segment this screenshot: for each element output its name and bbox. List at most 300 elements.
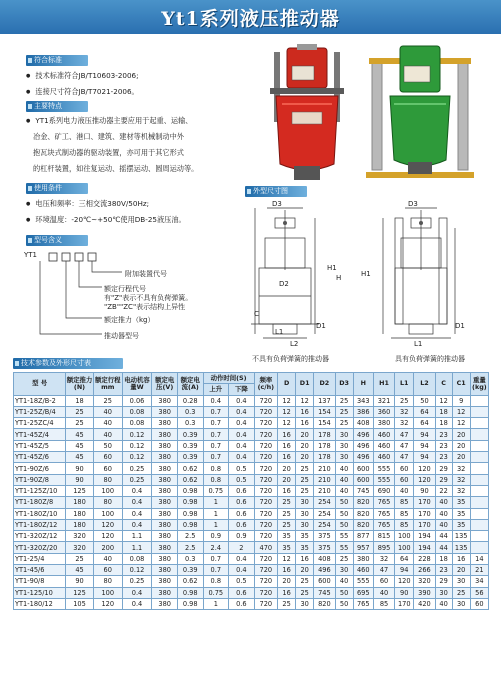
table-cell: 380	[152, 395, 178, 406]
table-cell: 30	[335, 429, 353, 440]
table-cell: 555	[353, 576, 373, 587]
table-cell: 20	[278, 576, 296, 587]
th-thrust: 额定推力(N)	[66, 373, 94, 396]
table-cell: 420	[414, 598, 435, 609]
table-cell: 30	[452, 576, 470, 587]
code-label-nospring: 有"Z"表示不具有负荷弹簧。	[104, 294, 193, 302]
table-row	[14, 576, 489, 587]
table-cell: 25	[66, 406, 94, 417]
table-cell: 820	[314, 598, 335, 609]
table-cell: 16	[278, 565, 296, 576]
table-cell: 765	[373, 497, 394, 508]
th-h1: H1	[373, 373, 394, 396]
table-cell: 720	[254, 429, 277, 440]
table-cell: 12	[278, 553, 296, 564]
table-cell: 120	[414, 463, 435, 474]
section-tag-table: 技术参数及外形尺寸表	[13, 358, 123, 369]
green-actuator-photo	[364, 44, 476, 186]
table-cell: 0.4	[229, 553, 255, 564]
dim-label-l1-right: L1	[414, 340, 423, 348]
table-cell: 20	[296, 429, 314, 440]
table-cell: 16	[296, 553, 314, 564]
table-cell: 496	[314, 565, 335, 576]
table-cell: 0.98	[177, 508, 203, 519]
table-cell: 120	[395, 576, 414, 587]
table-cell: 25	[296, 485, 314, 496]
table-cell: 0.75	[203, 485, 229, 496]
table-cell: 34	[470, 576, 488, 587]
dim-label-h1-right: H1	[361, 270, 371, 278]
feature-line-1: ● YT1系列电力液压推动器主要应用于起重、运输、	[26, 116, 192, 126]
model-cell: YT1-45Z/6	[14, 452, 66, 463]
table-cell: 0.06	[122, 395, 152, 406]
table-cell: 40	[435, 497, 452, 508]
table-cell: 22	[435, 485, 452, 496]
table-cell: 1	[203, 519, 229, 530]
table-cell: 25	[335, 553, 353, 564]
table-cell: 720	[254, 587, 277, 598]
table-cell: 60	[93, 452, 122, 463]
table-cell: 25	[335, 406, 353, 417]
table-row	[14, 485, 489, 496]
table-cell: 125	[66, 587, 94, 598]
table-cell: 16	[452, 553, 470, 564]
table-cell: 720	[254, 418, 277, 429]
table-cell: 690	[373, 485, 394, 496]
table-cell: 29	[435, 463, 452, 474]
table-cell: 0.3	[177, 406, 203, 417]
table-cell: 94	[395, 565, 414, 576]
table-cell: 60	[395, 463, 414, 474]
model-cell: YT1-320Z/12	[14, 531, 66, 542]
table-cell: 29	[435, 576, 452, 587]
table-cell: 380	[152, 531, 178, 542]
table-cell: 40	[93, 429, 122, 440]
table-cell: 0.4	[229, 406, 255, 417]
table-cell: 12	[278, 418, 296, 429]
table-cell: 0.08	[122, 553, 152, 564]
table-cell: 228	[414, 553, 435, 564]
table-cell: 0.4	[122, 485, 152, 496]
table-cell: 16	[278, 429, 296, 440]
table-cell: 30	[296, 519, 314, 530]
table-cell: 0.39	[177, 429, 203, 440]
table-cell: 0.4	[122, 508, 152, 519]
table-cell: 25	[335, 418, 353, 429]
table-cell: 137	[314, 395, 335, 406]
table-cell: 20	[296, 440, 314, 451]
table-cell: 20	[278, 474, 296, 485]
condition-line-2: ● 环境温度：-20℃~+50℃使用DB-25液压油。	[26, 215, 186, 225]
table-cell: 0.6	[229, 587, 255, 598]
table-row	[14, 542, 489, 553]
table-cell: 170	[414, 519, 435, 530]
table-cell: 2.5	[177, 531, 203, 542]
table-cell: 386	[353, 406, 373, 417]
table-cell	[470, 519, 488, 530]
table-cell: 120	[93, 531, 122, 542]
th-model: 型 号	[14, 373, 66, 396]
table-cell: 343	[353, 395, 373, 406]
model-cell: YT1-90Z/8	[14, 474, 66, 485]
th-weight: 重量(kg)	[470, 373, 488, 396]
table-cell: 12	[278, 406, 296, 417]
table-cell: 90	[66, 576, 94, 587]
table-cell: 0.5	[229, 576, 255, 587]
table-cell: 380	[152, 519, 178, 530]
table-cell: 720	[254, 508, 277, 519]
table-cell: 0.4	[203, 395, 229, 406]
table-cell: 80	[93, 474, 122, 485]
table-row	[14, 553, 489, 564]
table-cell: 765	[373, 508, 394, 519]
table-cell: 100	[93, 485, 122, 496]
table-cell: 35	[278, 542, 296, 553]
table-cell	[470, 463, 488, 474]
model-cell: YT1-320Z/20	[14, 542, 66, 553]
table-cell: 320	[66, 531, 94, 542]
caption-no-spring: 不具有负荷弹簧的推动器	[252, 355, 329, 363]
table-cell: 820	[353, 519, 373, 530]
table-cell: 90	[395, 587, 414, 598]
table-cell: 85	[395, 497, 414, 508]
condition-line-1: ● 电压和频率：三相交流380V/50Hz;	[26, 199, 149, 209]
table-cell: 25	[296, 463, 314, 474]
table-cell: 30	[296, 497, 314, 508]
dim-label-d1: D1	[316, 322, 326, 330]
table-cell: 0.98	[177, 598, 203, 609]
table-cell: 600	[353, 463, 373, 474]
dim-label-d3: D3	[272, 200, 282, 208]
table-cell: 40	[93, 418, 122, 429]
table-cell: 0.25	[122, 576, 152, 587]
table-cell: 60	[395, 474, 414, 485]
table-cell: 380	[152, 485, 178, 496]
table-cell: 895	[373, 542, 394, 553]
table-cell: 50	[335, 587, 353, 598]
table-cell: 877	[353, 531, 373, 542]
th-current: 额定电流(A)	[177, 373, 203, 396]
model-cell: YT1-180Z/12	[14, 519, 66, 530]
model-cell: YT1-125Z/10	[14, 485, 66, 496]
model-cell: YT1-90/8	[14, 576, 66, 587]
table-cell: 30	[335, 440, 353, 451]
table-cell: 1.1	[122, 531, 152, 542]
table-cell: 25	[296, 474, 314, 485]
table-cell: 820	[353, 508, 373, 519]
table-cell: 25	[395, 395, 414, 406]
table-cell: 180	[66, 497, 94, 508]
table-cell: 0.6	[229, 598, 255, 609]
table-cell	[470, 440, 488, 451]
th-down: 下降	[229, 384, 255, 395]
table-cell: 20	[452, 452, 470, 463]
table-cell: 105	[66, 598, 94, 609]
table-cell: 25	[335, 395, 353, 406]
th-motor: 电动机容量W	[122, 373, 152, 396]
table-cell: 40	[435, 519, 452, 530]
table-cell: 12	[452, 406, 470, 417]
table-cell: 0.6	[229, 485, 255, 496]
table-cell: 20	[278, 463, 296, 474]
table-cell: 45	[66, 565, 94, 576]
table-cell: 0.8	[203, 463, 229, 474]
table-cell: 25	[296, 576, 314, 587]
table-cell: 0.62	[177, 474, 203, 485]
table-cell: 380	[152, 565, 178, 576]
table-cell: 50	[335, 497, 353, 508]
section-tag-standard: 符合标准	[26, 55, 88, 66]
model-cell: YT1-25/4	[14, 553, 66, 564]
table-cell: 720	[254, 485, 277, 496]
table-row	[14, 429, 489, 440]
table-cell: 20	[296, 565, 314, 576]
table-cell: 0.39	[177, 565, 203, 576]
table-cell: 0.98	[177, 497, 203, 508]
table-cell: 55	[335, 542, 353, 553]
table-cell: 380	[373, 418, 394, 429]
model-cell: YT1-180Z/8	[14, 497, 66, 508]
table-cell: 170	[395, 598, 414, 609]
table-cell: 47	[395, 452, 414, 463]
table-cell: 40	[435, 598, 452, 609]
table-cell: 380	[152, 598, 178, 609]
table-cell: 375	[314, 542, 335, 553]
table-cell: 0.4	[229, 395, 255, 406]
table-cell: 0.4	[229, 452, 255, 463]
table-cell: 0.6	[229, 497, 255, 508]
table-cell: 1	[203, 598, 229, 609]
page-title: Yt1系列液压推动器	[161, 8, 340, 30]
table-cell: 90	[414, 485, 435, 496]
table-cell: 35	[296, 531, 314, 542]
table-cell: 720	[254, 531, 277, 542]
table-cell: 40	[93, 553, 122, 564]
table-cell: 120	[93, 519, 122, 530]
table-cell: 380	[152, 497, 178, 508]
table-cell: 0.25	[122, 474, 152, 485]
section-tag-conditions: 使用条件	[26, 183, 88, 194]
table-cell: 32	[373, 553, 394, 564]
table-cell: 194	[414, 531, 435, 542]
table-cell: 380	[353, 553, 373, 564]
table-cell: 0.7	[203, 452, 229, 463]
feature-line-2: 冶金、矿工、港口、建筑、建材等机械制动中外	[33, 132, 184, 141]
table-cell: 50	[93, 440, 122, 451]
table-cell: 85	[395, 519, 414, 530]
table-cell: 0.08	[122, 418, 152, 429]
table-cell: 1	[203, 508, 229, 519]
table-row	[14, 440, 489, 451]
table-cell: 100	[93, 508, 122, 519]
model-cell: YT1-180Z/10	[14, 508, 66, 519]
table-cell: 18	[435, 553, 452, 564]
table-cell: 0.4	[229, 565, 255, 576]
dim-label-l1: L1	[275, 328, 284, 336]
table-cell: 170	[414, 508, 435, 519]
table-cell: 720	[254, 553, 277, 564]
table-cell: 0.7	[203, 418, 229, 429]
table-cell: 40	[373, 587, 394, 598]
code-label-thrust: 额定推力（kg）	[104, 316, 155, 324]
table-cell: 16	[278, 587, 296, 598]
table-row	[14, 587, 489, 598]
table-cell: 460	[373, 452, 394, 463]
table-cell: 20	[296, 452, 314, 463]
model-cell: YT1-45Z/5	[14, 440, 66, 451]
table-row	[14, 452, 489, 463]
table-cell: 0.5	[229, 474, 255, 485]
table-cell: 408	[353, 418, 373, 429]
table-cell: 12	[278, 395, 296, 406]
table-cell: 40	[335, 463, 353, 474]
table-cell: 720	[254, 598, 277, 609]
model-cell: YT1-180/12	[14, 598, 66, 609]
table-cell: 0.3	[177, 418, 203, 429]
table-cell: 25	[66, 553, 94, 564]
table-cell: 40	[335, 485, 353, 496]
table-row	[14, 395, 489, 406]
table-cell: 0.3	[177, 553, 203, 564]
table-cell: 380	[152, 463, 178, 474]
table-cell: 16	[278, 485, 296, 496]
th-c: C	[435, 373, 452, 396]
table-cell: 0.4	[122, 598, 152, 609]
table-cell: 375	[314, 531, 335, 542]
table-cell: 745	[353, 485, 373, 496]
table-cell: 380	[152, 508, 178, 519]
table-cell: 120	[93, 598, 122, 609]
code-label-stroke: 额定行程代号	[104, 285, 146, 293]
table-cell: 20	[452, 440, 470, 451]
table-cell: 815	[373, 531, 394, 542]
table-cell: 25	[278, 508, 296, 519]
table-cell: 194	[414, 542, 435, 553]
table-cell: 64	[414, 418, 435, 429]
standard-line-2: ● 连接尺寸符合JB/T7021-2006。	[26, 87, 139, 97]
table-cell: 20	[452, 565, 470, 576]
table-cell: 720	[254, 474, 277, 485]
table-cell	[470, 429, 488, 440]
table-cell: 254	[314, 497, 335, 508]
table-cell: 30	[335, 565, 353, 576]
table-cell: 32	[452, 463, 470, 474]
table-cell: 695	[353, 587, 373, 598]
table-cell: 266	[414, 565, 435, 576]
table-cell: 496	[353, 440, 373, 451]
model-cell: YT1-25Z/B/4	[14, 406, 66, 417]
table-cell: 29	[435, 474, 452, 485]
table-cell: 0.7	[203, 553, 229, 564]
table-cell: 85	[395, 508, 414, 519]
table-cell	[470, 406, 488, 417]
table-row	[14, 531, 489, 542]
table-cell: 380	[152, 429, 178, 440]
dim-label-c: C	[254, 310, 259, 318]
th-h: H	[353, 373, 373, 396]
model-cell: YT1-18Z/B-2	[14, 395, 66, 406]
dim-label-h1: H1	[327, 264, 337, 272]
table-cell: 210	[314, 474, 335, 485]
table-cell: 0.98	[177, 587, 203, 598]
table-row	[14, 565, 489, 576]
table-cell: 44	[435, 542, 452, 553]
table-cell: 32	[452, 474, 470, 485]
table-cell: 50	[414, 395, 435, 406]
table-cell: 94	[414, 440, 435, 451]
model-cell: YT1-90Z/6	[14, 463, 66, 474]
table-cell: 470	[254, 542, 277, 553]
section-tag-model-code: 型号含义	[26, 235, 88, 246]
table-cell: 600	[353, 474, 373, 485]
table-cell: 720	[254, 497, 277, 508]
table-cell: 60	[93, 565, 122, 576]
table-cell: 25	[93, 395, 122, 406]
table-cell: 178	[314, 452, 335, 463]
th-c1: C1	[452, 373, 470, 396]
table-cell: 60	[470, 598, 488, 609]
table-cell: 30	[335, 452, 353, 463]
table-cell	[470, 474, 488, 485]
th-voltage: 额定电压(V)	[152, 373, 178, 396]
table-cell: 380	[152, 576, 178, 587]
table-cell: 600	[314, 576, 335, 587]
table-cell: 745	[314, 587, 335, 598]
table-cell: 720	[254, 452, 277, 463]
table-cell: 0.8	[203, 576, 229, 587]
table-row	[14, 474, 489, 485]
title-banner	[0, 0, 501, 34]
table-cell: 56	[470, 587, 488, 598]
dim-label-d2: D2	[279, 280, 289, 288]
table-cell: 0.4	[229, 440, 255, 451]
table-cell: 60	[373, 576, 394, 587]
table-cell: 460	[373, 440, 394, 451]
table-cell: 957	[353, 542, 373, 553]
table-cell: 2.5	[177, 542, 203, 553]
table-cell: 80	[93, 576, 122, 587]
table-cell: 85	[373, 598, 394, 609]
table-cell: 178	[314, 440, 335, 451]
table-cell: 0.12	[122, 565, 152, 576]
table-cell: 44	[435, 531, 452, 542]
table-cell: 0.62	[177, 576, 203, 587]
table-cell: 0.75	[203, 587, 229, 598]
table-cell: 555	[373, 474, 394, 485]
table-cell: 2	[229, 542, 255, 553]
table-cell: 210	[314, 463, 335, 474]
table-cell: 40	[335, 576, 353, 587]
table-cell: 380	[152, 440, 178, 451]
table-cell	[470, 497, 488, 508]
table-cell: 380	[152, 418, 178, 429]
section-tag-dimensions: 外型尺寸图	[245, 186, 307, 197]
code-label-special: "ZB""ZC"表示结构上异性	[104, 303, 186, 311]
model-cell: YT1-25ZC/4	[14, 418, 66, 429]
table-cell: 30	[296, 508, 314, 519]
table-cell: 64	[395, 553, 414, 564]
red-actuator-photo	[262, 44, 357, 186]
table-cell: 40	[335, 474, 353, 485]
table-cell: 100	[93, 587, 122, 598]
th-l2: L2	[414, 373, 435, 396]
th-action-time: 动作时间(S)	[203, 373, 254, 384]
standard-line-1: ● 技术标准符合JB/T10603-2006;	[26, 71, 139, 81]
table-cell: 40	[93, 406, 122, 417]
table-cell: 380	[152, 474, 178, 485]
table-cell: 25	[278, 519, 296, 530]
table-cell: 12	[435, 395, 452, 406]
